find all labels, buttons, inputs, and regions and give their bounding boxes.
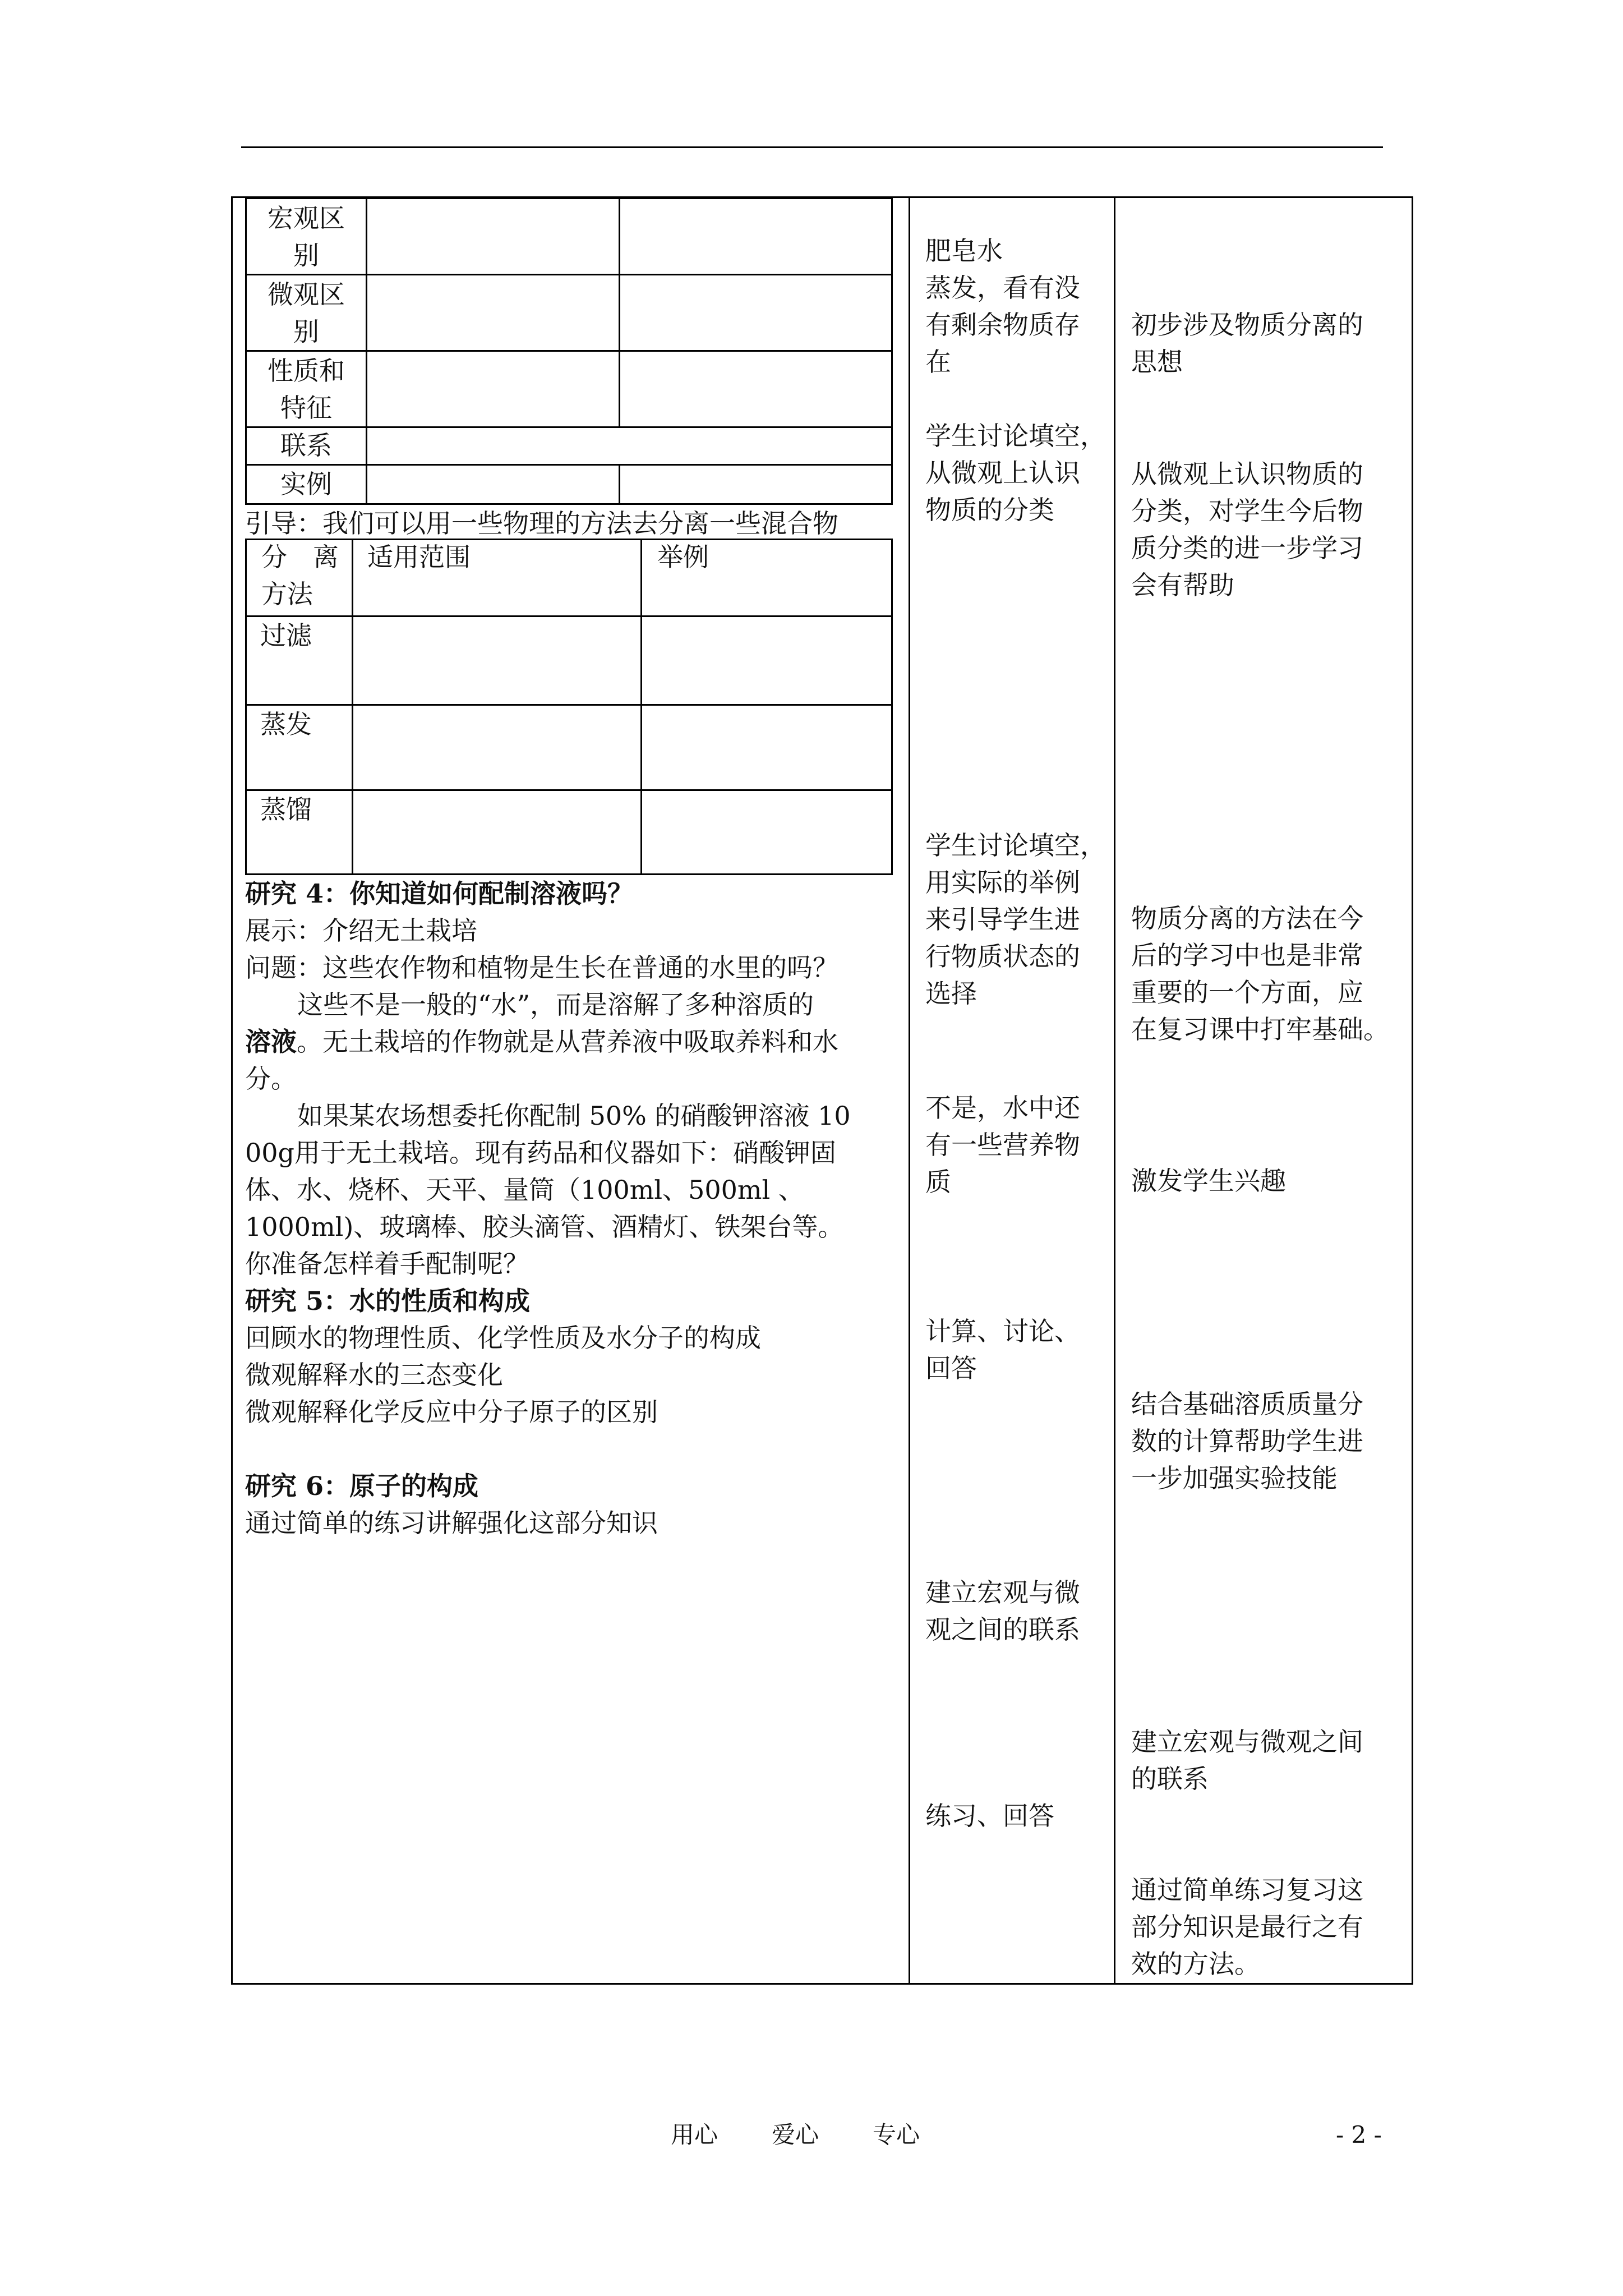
t2-row-evaporation: 蒸发 xyxy=(260,709,312,739)
para2-line4: 1000ml)、玻璃棒、胶头滴管、酒精灯、铁架台等。 xyxy=(245,1212,844,1242)
header-rule xyxy=(241,146,1383,148)
mid-block-5: 计算、讨论、 回答 xyxy=(925,1316,1080,1383)
intro-text: 引导：我们可以用一些物理的方法去分离一些混合物 xyxy=(245,508,838,539)
t1-hline-1 xyxy=(245,274,893,275)
main-col-divider-2 xyxy=(1114,196,1115,1985)
t1-hline-2 xyxy=(245,350,893,352)
right-block-4: 激发学生兴趣 xyxy=(1131,1166,1286,1196)
mid-block-7: 练习、回答 xyxy=(925,1801,1054,1831)
t2-vline-1 xyxy=(352,539,353,875)
page-number: - 2 - xyxy=(1336,2121,1382,2148)
right-block-6: 建立宏观与微观之间 的联系 xyxy=(1131,1727,1363,1794)
para2-line3: 体、水、烧杯、天平、量筒（100ml、500ml 、 xyxy=(245,1175,804,1205)
section-6-title: 研究 6：原子的构成 xyxy=(245,1471,479,1501)
footer-left: 用心 xyxy=(671,2121,718,2148)
mid-block-3: 学生讨论填空， 用实际的举例 来引导学生进 行物质状态的 选择 xyxy=(925,830,1106,1009)
footer-mid: 爱心 xyxy=(772,2121,819,2148)
show-text: 展示：介绍无土栽培 xyxy=(245,915,477,946)
para2-line2: 00g用于无土栽培。现有药品和仪器如下：硝酸钾固 xyxy=(245,1138,836,1168)
t2-row-distillation: 蒸馏 xyxy=(260,794,312,825)
mid-block-6: 建立宏观与微 观之间的联系 xyxy=(925,1577,1080,1645)
section-5-line2: 微观解释水的三态变化 xyxy=(245,1360,503,1390)
right-block-7: 通过简单练习复习这 部分知识是最行之有 效的方法。 xyxy=(1131,1875,1363,1979)
solution-term: 溶液 xyxy=(245,1027,297,1057)
t2-hline-2 xyxy=(245,704,893,706)
para1-line3: 分。 xyxy=(245,1064,297,1094)
right-block-5: 结合基础溶质质量分 数的计算帮助学生进 一步加强实验技能 xyxy=(1131,1389,1363,1493)
t1-row-label-micro: 微观区 别 xyxy=(268,279,345,347)
t2-hline-1 xyxy=(245,615,893,617)
mid-block-1: 肥皂水 蒸发，看有没 有剩余物质存 在 xyxy=(925,236,1080,377)
mid-block-4: 不是，水中还 有一些营养物 质 xyxy=(925,1093,1080,1197)
para2-line5: 你准备怎样着手配制呢？ xyxy=(245,1249,529,1279)
t1-row-label-example: 实例 xyxy=(280,469,332,499)
t2-header-example: 举例 xyxy=(657,542,709,572)
t2-hline-3 xyxy=(245,789,893,791)
t2-header-scope: 适用范围 xyxy=(367,542,471,572)
t1-vline-2a xyxy=(619,197,620,427)
right-block-1: 初步涉及物质分离的 思想 xyxy=(1131,310,1363,377)
footer-right: 专心 xyxy=(873,2121,920,2148)
section-4-title: 研究 4：你知道如何配制溶液吗？ xyxy=(245,878,634,909)
para1-line2: 溶液。无土栽培的作物就是从营养液中吸取养料和水 xyxy=(245,1027,838,1057)
t2-vline-2 xyxy=(640,539,642,875)
section-5-line3: 微观解释化学反应中分子原子的区别 xyxy=(245,1397,658,1427)
para1-line1: 这些不是一般的“水”，而是溶解了多种溶质的 xyxy=(297,990,814,1020)
t2-header-method: 分 离 方法 xyxy=(261,542,339,609)
section-5-line1: 回顾水的物理性质、化学性质及水分子的构成 xyxy=(245,1323,761,1353)
right-block-2: 从微观上认识物质的 分类，对学生今后物 质分类的进一步学习 会有帮助 xyxy=(1131,459,1363,600)
question-text: 问题：这些农作物和植物是生长在普通的水里的吗？ xyxy=(245,953,838,983)
separation-table xyxy=(245,539,893,875)
t1-row-label-relation: 联系 xyxy=(280,430,332,461)
section-6-line1: 通过简单的练习讲解强化这部分知识 xyxy=(245,1508,658,1538)
t2-row-filtration: 过滤 xyxy=(260,620,312,651)
t1-vline-2b xyxy=(619,464,620,505)
mid-block-2: 学生讨论填空， 从微观上认识 物质的分类 xyxy=(925,421,1106,525)
t1-row-label-macro: 宏观区 别 xyxy=(268,203,345,270)
right-block-3: 物质分离的方法在今 后的学习中也是非常 重要的一个方面，应 在复习课中打牢基础。 xyxy=(1131,903,1389,1045)
t1-row-label-properties: 性质和 特征 xyxy=(268,356,345,423)
main-col-divider-1 xyxy=(909,196,910,1985)
para2-line1: 如果某农场想委托你配制 50% 的硝酸钾溶液 10 xyxy=(297,1101,851,1131)
section-5-title: 研究 5：水的性质和构成 xyxy=(245,1286,531,1316)
